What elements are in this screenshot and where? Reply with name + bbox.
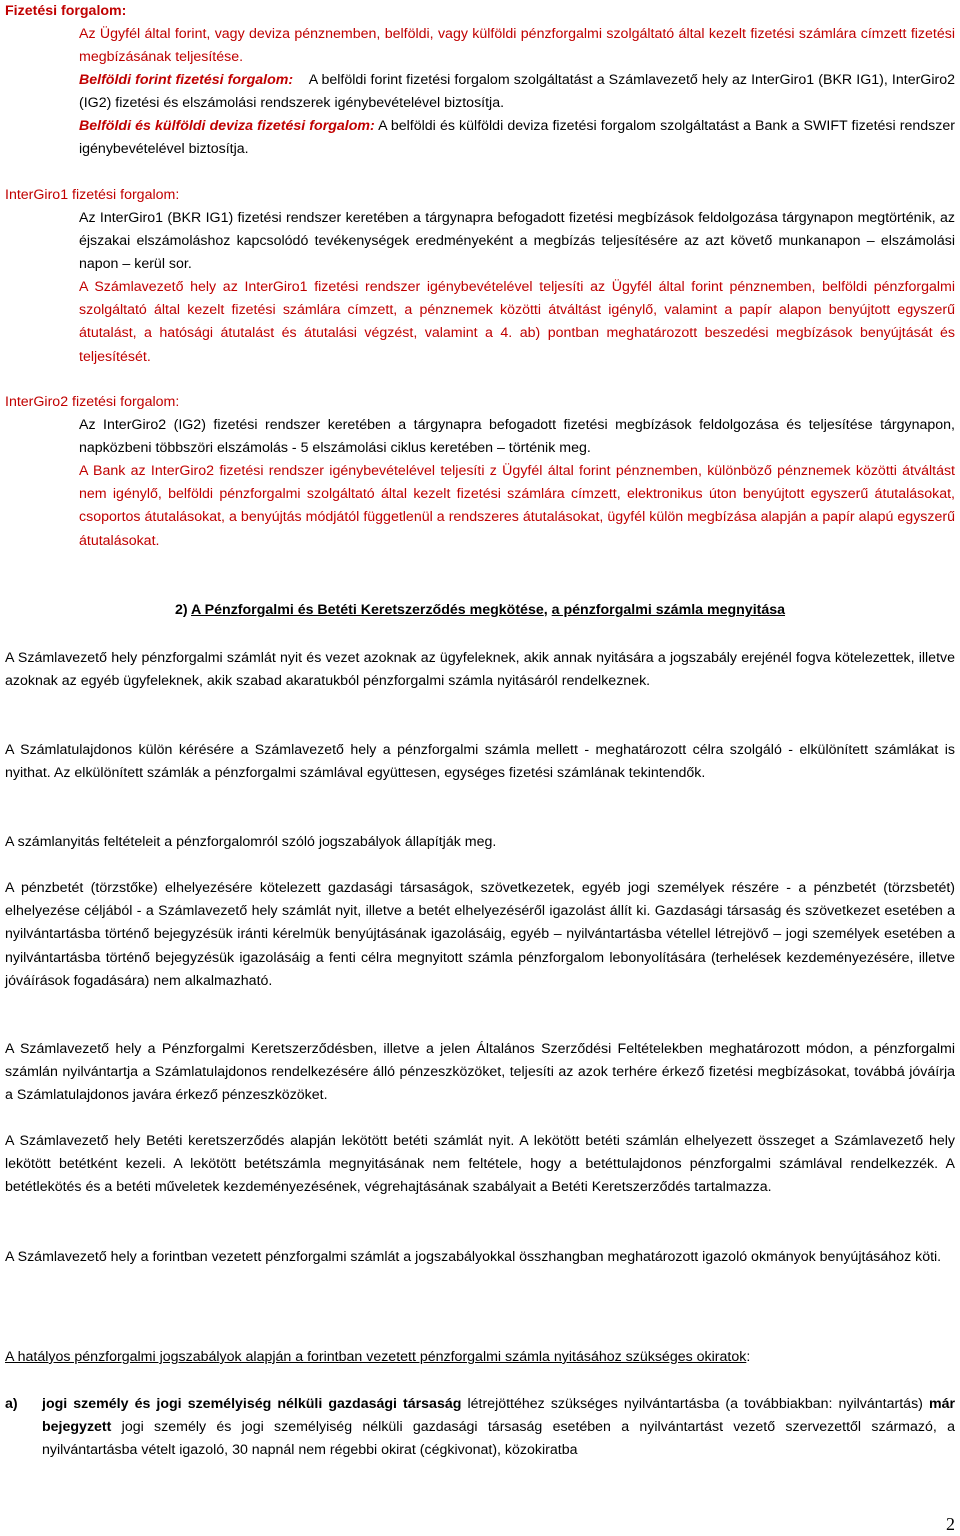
belfoldi-forint-label: Belföldi forint fizetési forgalom:: [79, 72, 294, 88]
paragraph: A pénzbetét (törzstőke) elhelyezésére kötelezett gazdasági társaságok, szövetkezetek, egyéb jogi személyek részére - a pénzbetét (törzsbetét) elhelyezése céljából - a Számlavezető hely számlát nyit, illetve a betét elhelyezéséről igazolást állít ki. Gazdasági társaság és szövetkezet esetében a nyilvántartásba történő bejegyzésük iránti kérelmük benyújtásának igazolásáig, egyéb – nyilvántartásba vétellel létrejövő – jogi személyek esetében a nyilvántartásba történő bejegyzésük igazolásáig a fenti célra megnyitott számla pénzforgalom lebonyolítására (terhelések kezdeményezésére, illetve jóváírások fogadására) nem alkalmazható.: [5, 880, 955, 989]
paragraph: A Számlavezető hely a Pénzforgalmi Keretszerződésben, illetve a jelen Általános Szerződési Feltételekben meghatározott módon, a pénzforgalmi számlán nyilvántartja a Számlatulajdonos rendelkezésére álló pénzeszközöket, teljesíti az azok terhére érkező fizetési megbízásokat, továbbá jóváírja a Számlatulajdonos javára érkező pénzeszközöket.: [5, 1041, 955, 1104]
deviza-label: Belföldi és külföldi deviza fizetési forgalom:: [79, 118, 375, 134]
deviza-text: A belföldi és külföldi deviza fizetési forgalom szolgáltatást a Bank a SWIFT fizetési rendszer igénybevételével biztosítja.: [79, 118, 955, 158]
paragraph: A Számlavezető hely a forintban vezetett pénzforgalmi számlát a jogszabályokkal összhangban meghatározott igazoló okmányok benyújtásához köti.: [5, 1249, 942, 1265]
section2-title-a: A Pénzforgalmi és Betéti Keretszerződés megkötése: [191, 602, 544, 618]
item-a-bold1: jogi személy és jogi személyiség nélküli gazdasági társaság: [42, 1396, 462, 1412]
heading-intergiro1: InterGiro1 fizetési forgalom:: [5, 187, 180, 203]
paragraph: A Számlatulajdonos külön kérésére a Számlavezető hely a pénzforgalmi számla mellett - meghatározott célra szolgáló - elkülönített számlákat is nyithat. Az elkülönített számlák a pénzforgalmi számlával együttesen, egységes fizetési számlának tekintendők.: [5, 742, 955, 782]
paragraph: A számlanyitás feltételeit a pénzforgalomról szóló jogszabályok állapítják meg.: [5, 834, 497, 850]
item-a-bold2: már bejegyzett: [42, 1396, 955, 1436]
intergiro1-p1: Az InterGiro1 (BKR IG1) fizetési rendszer keretében a tárgynapra befogadott fizetési megbízások feldolgozása tárgynapon megtörténik, az éjszakai elszámoláshoz kapcsolódó tevékenységek eredményeként a megbízás teljesítésére az azt követő munkanapon – elszámolási napon – kerül sor.: [79, 210, 955, 273]
belfoldi-forint-paragraph: [79, 69, 955, 115]
paragraph: A Számlavezető hely Betéti keretszerződés alapján lekötött betéti számlát nyit. A lekötött betéti számlán elhelyezett összeget a Számlavezető hely lekötött betétként kezeli. A lekötött betétszámla megnyitásának nem feltétele, hogy a betéttulajdonos pénzforgalmi számlával rendelkezzék. A betétlekötés és a betéti műveletek kezdeményezésének, végrehajtásának szabályait a Betéti Keretszerződés tartalmazza.: [5, 1133, 955, 1196]
section2-title: [5, 599, 955, 622]
intergiro2-p1: Az InterGiro2 (IG2) fizetési rendszer keretében a tárgynapra befogadott fizetési megbízások feldolgozása és teljesítése tárgynapon, napközbeni többszöri elszámolás - 5 elszámolási ciklus keretében – történik meg.: [79, 417, 955, 457]
paragraph: A Számlavezető hely pénzforgalmi számlát nyit és vezet azoknak az ügyfeleknek, akik annak nyitására a jogszabály erejénél fogva kötelezettek, illetve azoknak az egyéb ügyfeleknek, akik szabad akaratukból pénzforgalmi számla nyitásáról rendelkeznek.: [5, 650, 955, 690]
heading-intergiro2: InterGiro2 fizetési forgalom:: [5, 394, 180, 410]
documents-intro-colon: :: [746, 1349, 751, 1365]
documents-intro: [5, 1346, 955, 1369]
section2-sep: ,: [543, 602, 548, 618]
documents-intro-text: A hatályos pénzforgalmi jogszabályok alapján a forintban vezetett pénzforgalmi számla nyitásához szükséges okiratok: [5, 1349, 747, 1365]
page-number: 2: [946, 1514, 955, 1534]
section2-number: 2): [174, 602, 188, 618]
item-a-t2: jogi személy és jogi személyiség nélküli gazdasági társaság esetében a nyilvántartást vezető szervezettől származó, a nyilvántartásba vételt igazoló, 30 napnál nem régebbi okirat (cégkivonat), közokiratba: [42, 1419, 955, 1459]
deviza-paragraph: [79, 115, 955, 161]
intergiro2-p2: A Bank az InterGiro2 fizetési rendszer igénybevételével teljesíti z Ügyfél által forint pénznemben, különböző pénznemek közötti átváltást nem igénylő, belföldi pénzforgalmi szolgáltató által kezelt fizetési számlára címzett, elektronikus úton benyújtott egyszerű átutalásokat, csoportos átutalásokat, a benyújtás módjától függetlenül a rendszeres átutalásokat, ügyfél külön megbízása alapján a papír alapú egyszerű átutalásokat.: [79, 463, 955, 549]
item-a-t1: létrejöttéhez szükséges nyilvántartásba (a továbbiakban: nyilvántartás): [461, 1396, 929, 1412]
belfoldi-forint-text: A belföldi forint fizetési forgalom szolgáltatást a Számlavezető hely az InterGiro1 (BKR IG1), InterGiro2 (IG2) fizetési és elszámolási rendszerek igénybevételével biztosítja.: [79, 72, 955, 112]
fizetesi-forgalom-text: Az Ügyfél által forint, vagy deviza pénznemben, belföldi, vagy külföldi pénzforgalmi szolgáltató által kezelt fizetési számlára címzett fizetési megbízásának teljesítése.: [79, 26, 955, 66]
section2-title-b: a pénzforgalmi számla megnyitása: [551, 602, 786, 618]
item-a-label: a): [5, 1396, 18, 1412]
item-a-text: [42, 1393, 955, 1463]
heading-fizetesi-forgalom: Fizetési forgalom:: [5, 3, 127, 19]
intergiro1-p2: A Számlavezető hely az InterGiro1 fizetési rendszer igénybevételével teljesíti az Ügyfél által forint pénznemben, belföldi pénzforgalmi szolgáltató által kezelt fizetési számlára címzett, a pénznemek közötti átváltást igénylő, valamint a papír alapon benyújtott egyszerű átutalást, a hatósági átutalást és átutalási végzést, valamint a 4. ab) pontban meghatározott beszedési megbízások benyújtását és teljesítését.: [79, 279, 955, 365]
